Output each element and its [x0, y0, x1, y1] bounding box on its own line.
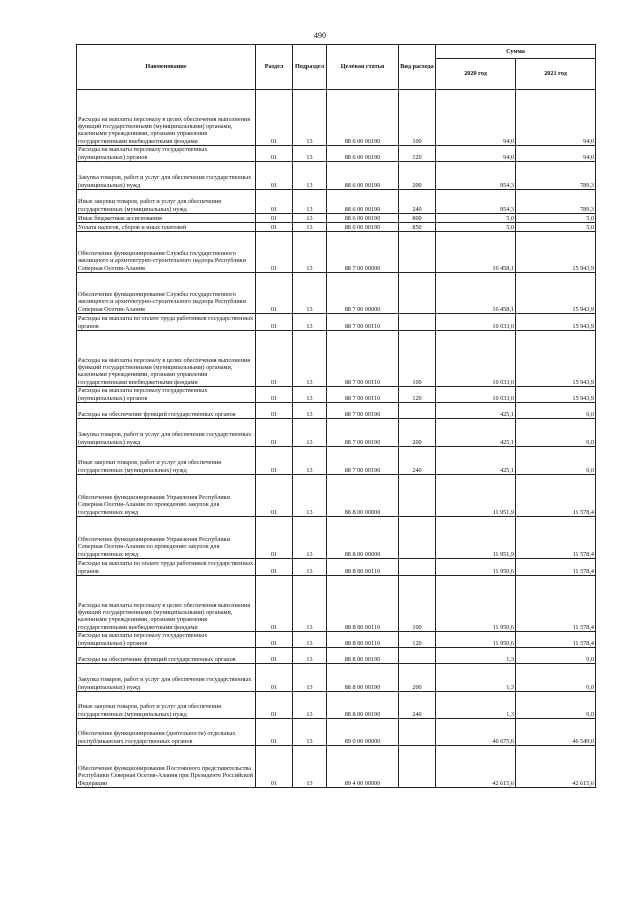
row-name: Расходы на обеспечение функций государственных органов — [77, 403, 256, 419]
row-section: 01 — [256, 517, 293, 559]
row-sum-2020: 16 033,0 — [436, 314, 516, 331]
row-sum-2020: 16 458,1 — [436, 232, 516, 273]
row-subsection: 13 — [293, 162, 327, 190]
table-row — [77, 475, 596, 517]
row-sum-2020: 11 950,6 — [436, 632, 516, 648]
row-name: Обеспечение функционирования Управления Республики Северная Осетия-Алания по проведению закупок для государственных нужд — [77, 517, 256, 559]
row-expense-type: 120 — [399, 387, 436, 403]
row-section: 01 — [256, 664, 293, 692]
table-row — [77, 273, 596, 314]
row-expense-type: 200 — [399, 419, 436, 447]
row-sum-2021: 11 578,4 — [516, 559, 596, 576]
row-name: Закупка товаров, работ и услуг для обеспечения государственных (муниципальных) нужд — [77, 162, 256, 190]
row-expense-type — [399, 273, 436, 314]
table-row — [77, 419, 596, 447]
row-expense-type: 120 — [399, 146, 436, 162]
row-sum-2020: 1,3 — [436, 692, 516, 719]
row-section: 01 — [256, 232, 293, 273]
row-sum-2021: 0,0 — [516, 648, 596, 664]
page-number: 490 — [314, 31, 326, 40]
row-expense-type — [399, 517, 436, 559]
row-subsection: 13 — [293, 403, 327, 419]
row-target-article: 88 7 00 00190 — [327, 403, 399, 419]
row-target-article: 88 7 00 00000 — [327, 273, 399, 314]
row-subsection: 13 — [293, 314, 327, 331]
row-target-article: 88 6 00 00190 — [327, 214, 399, 223]
row-sum-2021: 5,0 — [516, 214, 596, 223]
row-target-article: 89 0 00 00000 — [327, 719, 399, 746]
row-subsection: 13 — [293, 232, 327, 273]
row-subsection: 13 — [293, 273, 327, 314]
row-section: 01 — [256, 475, 293, 517]
row-subsection: 13 — [293, 331, 327, 387]
table-row — [77, 314, 596, 331]
row-expense-type — [399, 746, 436, 788]
row-sum-2021: 15 943,9 — [516, 387, 596, 403]
row-section: 01 — [256, 746, 293, 788]
row-section: 01 — [256, 273, 293, 314]
row-expense-type: 200 — [399, 162, 436, 190]
row-sum-2020: 1,3 — [436, 664, 516, 692]
row-sum-2021: 15 943,9 — [516, 232, 596, 273]
row-subsection: 13 — [293, 692, 327, 719]
row-expense-type — [399, 403, 436, 419]
table-row — [77, 232, 596, 273]
row-section: 01 — [256, 419, 293, 447]
row-section: 01 — [256, 648, 293, 664]
row-subsection: 13 — [293, 719, 327, 746]
row-sum-2021: 0,0 — [516, 403, 596, 419]
row-target-article: 88 8 00 00110 — [327, 576, 399, 632]
table-row — [77, 387, 596, 403]
row-sum-2021: 5,0 — [516, 223, 596, 232]
row-expense-type: 100 — [399, 331, 436, 387]
header-year-2020: 2020 год — [436, 59, 516, 90]
row-expense-type: 800 — [399, 214, 436, 223]
row-sum-2020: 954,3 — [436, 190, 516, 214]
row-sum-2021: 15 943,9 — [516, 273, 596, 314]
row-expense-type: 240 — [399, 190, 436, 214]
row-section: 01 — [256, 90, 293, 146]
row-sum-2021: 11 578,4 — [516, 475, 596, 517]
row-sum-2020: 11 951,9 — [436, 517, 516, 559]
row-subsection: 13 — [293, 746, 327, 788]
row-name: Иные закупки товаров, работ и услуг для обеспечения государственных (муниципальных) нужд — [77, 447, 256, 475]
header-subsection: Подраздел — [293, 45, 327, 90]
row-sum-2020: 5,0 — [436, 223, 516, 232]
row-name: Уплата налогов, сборов и иных платежей — [77, 223, 256, 232]
row-sum-2021: 0,0 — [516, 664, 596, 692]
row-expense-type: 200 — [399, 664, 436, 692]
row-sum-2020: 954,3 — [436, 162, 516, 190]
table-row — [77, 576, 596, 632]
row-target-article: 88 8 00 00110 — [327, 632, 399, 648]
row-expense-type — [399, 314, 436, 331]
row-expense-type — [399, 648, 436, 664]
row-name: Закупка товаров, работ и услуг для обеспечения государственных (муниципальных) нужд — [77, 419, 256, 447]
row-target-article: 88 8 00 00190 — [327, 664, 399, 692]
row-section: 01 — [256, 559, 293, 576]
row-target-article: 89 4 00 00000 — [327, 746, 399, 788]
header-sum: Сумма — [436, 45, 596, 59]
table-row — [77, 162, 596, 190]
row-name: Иные закупки товаров, работ и услуг для обеспечения государственных (муниципальных) нужд — [77, 190, 256, 214]
row-sum-2020: 94,0 — [436, 90, 516, 146]
row-subsection: 13 — [293, 419, 327, 447]
row-expense-type: 850 — [399, 223, 436, 232]
row-target-article: 88 8 00 00110 — [327, 559, 399, 576]
row-sum-2021: 42 615,6 — [516, 746, 596, 788]
row-section: 01 — [256, 314, 293, 331]
row-sum-2020: 94,0 — [436, 146, 516, 162]
row-subsection: 13 — [293, 190, 327, 214]
row-name: Обеспечение функционирования Постоянного представительства Республики Северная Осетия-Алания при Президенте Российской Федерации — [77, 746, 256, 788]
row-sum-2021: 0,0 — [516, 692, 596, 719]
row-expense-type: 240 — [399, 447, 436, 475]
row-sum-2021: 11 578,4 — [516, 517, 596, 559]
row-sum-2020: 46 675,6 — [436, 719, 516, 746]
row-subsection: 13 — [293, 632, 327, 648]
row-section: 01 — [256, 447, 293, 475]
table-row — [77, 517, 596, 559]
row-target-article: 88 8 00 00190 — [327, 648, 399, 664]
row-name: Расходы на выплаты по оплате труда работников государственных органов — [77, 559, 256, 576]
table-row — [77, 403, 596, 419]
row-sum-2021: 0,0 — [516, 419, 596, 447]
row-expense-type: 240 — [399, 692, 436, 719]
row-sum-2021: 94,0 — [516, 90, 596, 146]
row-target-article: 88 7 00 00110 — [327, 387, 399, 403]
row-target-article: 88 6 00 00190 — [327, 146, 399, 162]
row-sum-2020: 5,0 — [436, 214, 516, 223]
row-name: Обеспечение функционирования Службы государственного жилищного и архитектурно-строительного надзора Республики Северная Осетия-Алания — [77, 273, 256, 314]
row-target-article: 88 7 00 00000 — [327, 232, 399, 273]
row-expense-type: 100 — [399, 576, 436, 632]
row-target-article: 88 6 00 00190 — [327, 190, 399, 214]
row-sum-2020: 11 950,6 — [436, 576, 516, 632]
row-name: Иные закупки товаров, работ и услуг для обеспечения государственных (муниципальных) нужд — [77, 692, 256, 719]
row-expense-type — [399, 559, 436, 576]
row-sum-2021: 15 943,9 — [516, 331, 596, 387]
header-year-2021: 2021 год — [516, 59, 596, 90]
row-name: Обеспечение функционирования (деятельности) отдельных республиканских государственных органов — [77, 719, 256, 746]
row-target-article: 88 8 00 00000 — [327, 517, 399, 559]
table-row — [77, 692, 596, 719]
row-section: 01 — [256, 162, 293, 190]
row-section: 01 — [256, 632, 293, 648]
table-row — [77, 214, 596, 223]
row-name: Расходы на обеспечение функций государственных органов — [77, 648, 256, 664]
row-sum-2021: 94,0 — [516, 146, 596, 162]
table-body — [77, 90, 596, 788]
row-expense-type — [399, 719, 436, 746]
row-sum-2021: 789,3 — [516, 190, 596, 214]
row-sum-2020: 11 951,9 — [436, 475, 516, 517]
header-name: Наименование — [77, 45, 256, 90]
row-sum-2020: 16 458,1 — [436, 273, 516, 314]
row-sum-2021: 0,0 — [516, 447, 596, 475]
row-sum-2020: 425,1 — [436, 403, 516, 419]
table-row — [77, 146, 596, 162]
row-sum-2020: 42 615,6 — [436, 746, 516, 788]
row-target-article: 88 8 00 00190 — [327, 692, 399, 719]
row-target-article: 88 6 00 00190 — [327, 223, 399, 232]
table-row — [77, 559, 596, 576]
row-name: Иные бюджетные ассигнования — [77, 214, 256, 223]
row-sum-2021: 11 578,4 — [516, 576, 596, 632]
row-name: Расходы на выплаты персоналу государственных (муниципальных) органов — [77, 387, 256, 403]
row-section: 01 — [256, 719, 293, 746]
row-subsection: 13 — [293, 664, 327, 692]
row-subsection: 13 — [293, 214, 327, 223]
row-sum-2021: 11 578,4 — [516, 632, 596, 648]
row-target-article: 88 8 00 00000 — [327, 475, 399, 517]
row-sum-2020: 16 033,0 — [436, 331, 516, 387]
table-header — [77, 45, 596, 90]
row-sum-2021: 46 549,0 — [516, 719, 596, 746]
row-expense-type — [399, 232, 436, 273]
row-sum-2020: 16 033,0 — [436, 387, 516, 403]
header-section: Раздел — [256, 45, 293, 90]
table-row — [77, 447, 596, 475]
row-name: Расходы на выплаты по оплате труда работников государственных органов — [77, 314, 256, 331]
row-name: Обеспечение функционирования Управления Республики Северная Осетия-Алания по проведению закупок для государственных нужд — [77, 475, 256, 517]
row-name: Расходы на выплаты персоналу в целях обеспечения выполнения функций государственными (муниципальными) органами, казенными учреждениями, органами управления государственными внебюджетными фондами — [77, 576, 256, 632]
row-subsection: 13 — [293, 447, 327, 475]
header-expense-type: Вид расхода — [399, 45, 436, 90]
row-sum-2021: 789,3 — [516, 162, 596, 190]
row-sum-2020: 425,1 — [436, 447, 516, 475]
row-sum-2020: 425,1 — [436, 419, 516, 447]
row-section: 01 — [256, 223, 293, 232]
row-section: 01 — [256, 403, 293, 419]
row-expense-type: 100 — [399, 90, 436, 146]
row-section: 01 — [256, 576, 293, 632]
table-row — [77, 746, 596, 788]
header-target-article: Целевая статья — [327, 45, 399, 90]
row-name: Закупка товаров, работ и услуг для обеспечения государственных (муниципальных) нужд — [77, 664, 256, 692]
row-subsection: 13 — [293, 387, 327, 403]
table-row — [77, 331, 596, 387]
row-subsection: 13 — [293, 517, 327, 559]
table-row — [77, 648, 596, 664]
row-expense-type — [399, 475, 436, 517]
row-name: Обеспечение функционирования Службы государственного жилищного и архитектурно-строительного надзора Республики Северная Осетия-Алания — [77, 232, 256, 273]
row-target-article: 88 6 00 00190 — [327, 162, 399, 190]
table-row — [77, 664, 596, 692]
row-sum-2020: 11 950,6 — [436, 559, 516, 576]
row-target-article: 88 7 00 00110 — [327, 331, 399, 387]
row-subsection: 13 — [293, 475, 327, 517]
row-target-article: 88 7 00 00110 — [327, 314, 399, 331]
row-name: Расходы на выплаты персоналу государственных (муниципальных) органов — [77, 632, 256, 648]
row-name: Расходы на выплаты персоналу государственных (муниципальных) органов — [77, 146, 256, 162]
row-sum-2020: 1,3 — [436, 648, 516, 664]
row-sum-2021: 15 943,9 — [516, 314, 596, 331]
row-name: Расходы на выплаты персоналу в целях обеспечения выполнения функций государственными (муниципальными) органами, казенными учреждениями, органами управления государственными внебюджетными фондами — [77, 331, 256, 387]
row-subsection: 13 — [293, 648, 327, 664]
row-subsection: 13 — [293, 559, 327, 576]
row-section: 01 — [256, 190, 293, 214]
table-row — [77, 190, 596, 214]
row-name: Расходы на выплаты персоналу в целях обеспечения выполнения функций государственными (муниципальными) органами, казенными учреждениями, органами управления государственными внебюджетными фондами — [77, 90, 256, 146]
table-row — [77, 632, 596, 648]
row-target-article: 88 7 00 00190 — [327, 447, 399, 475]
row-target-article: 88 6 00 00190 — [327, 90, 399, 146]
row-expense-type: 120 — [399, 632, 436, 648]
row-subsection: 13 — [293, 146, 327, 162]
row-subsection: 13 — [293, 223, 327, 232]
row-section: 01 — [256, 387, 293, 403]
row-section: 01 — [256, 214, 293, 223]
row-subsection: 13 — [293, 90, 327, 146]
row-section: 01 — [256, 692, 293, 719]
row-target-article: 88 7 00 00190 — [327, 419, 399, 447]
row-section: 01 — [256, 331, 293, 387]
row-section: 01 — [256, 146, 293, 162]
table-row — [77, 223, 596, 232]
table-row — [77, 90, 596, 146]
row-subsection: 13 — [293, 576, 327, 632]
table-row — [77, 719, 596, 746]
budget-table — [76, 44, 596, 788]
